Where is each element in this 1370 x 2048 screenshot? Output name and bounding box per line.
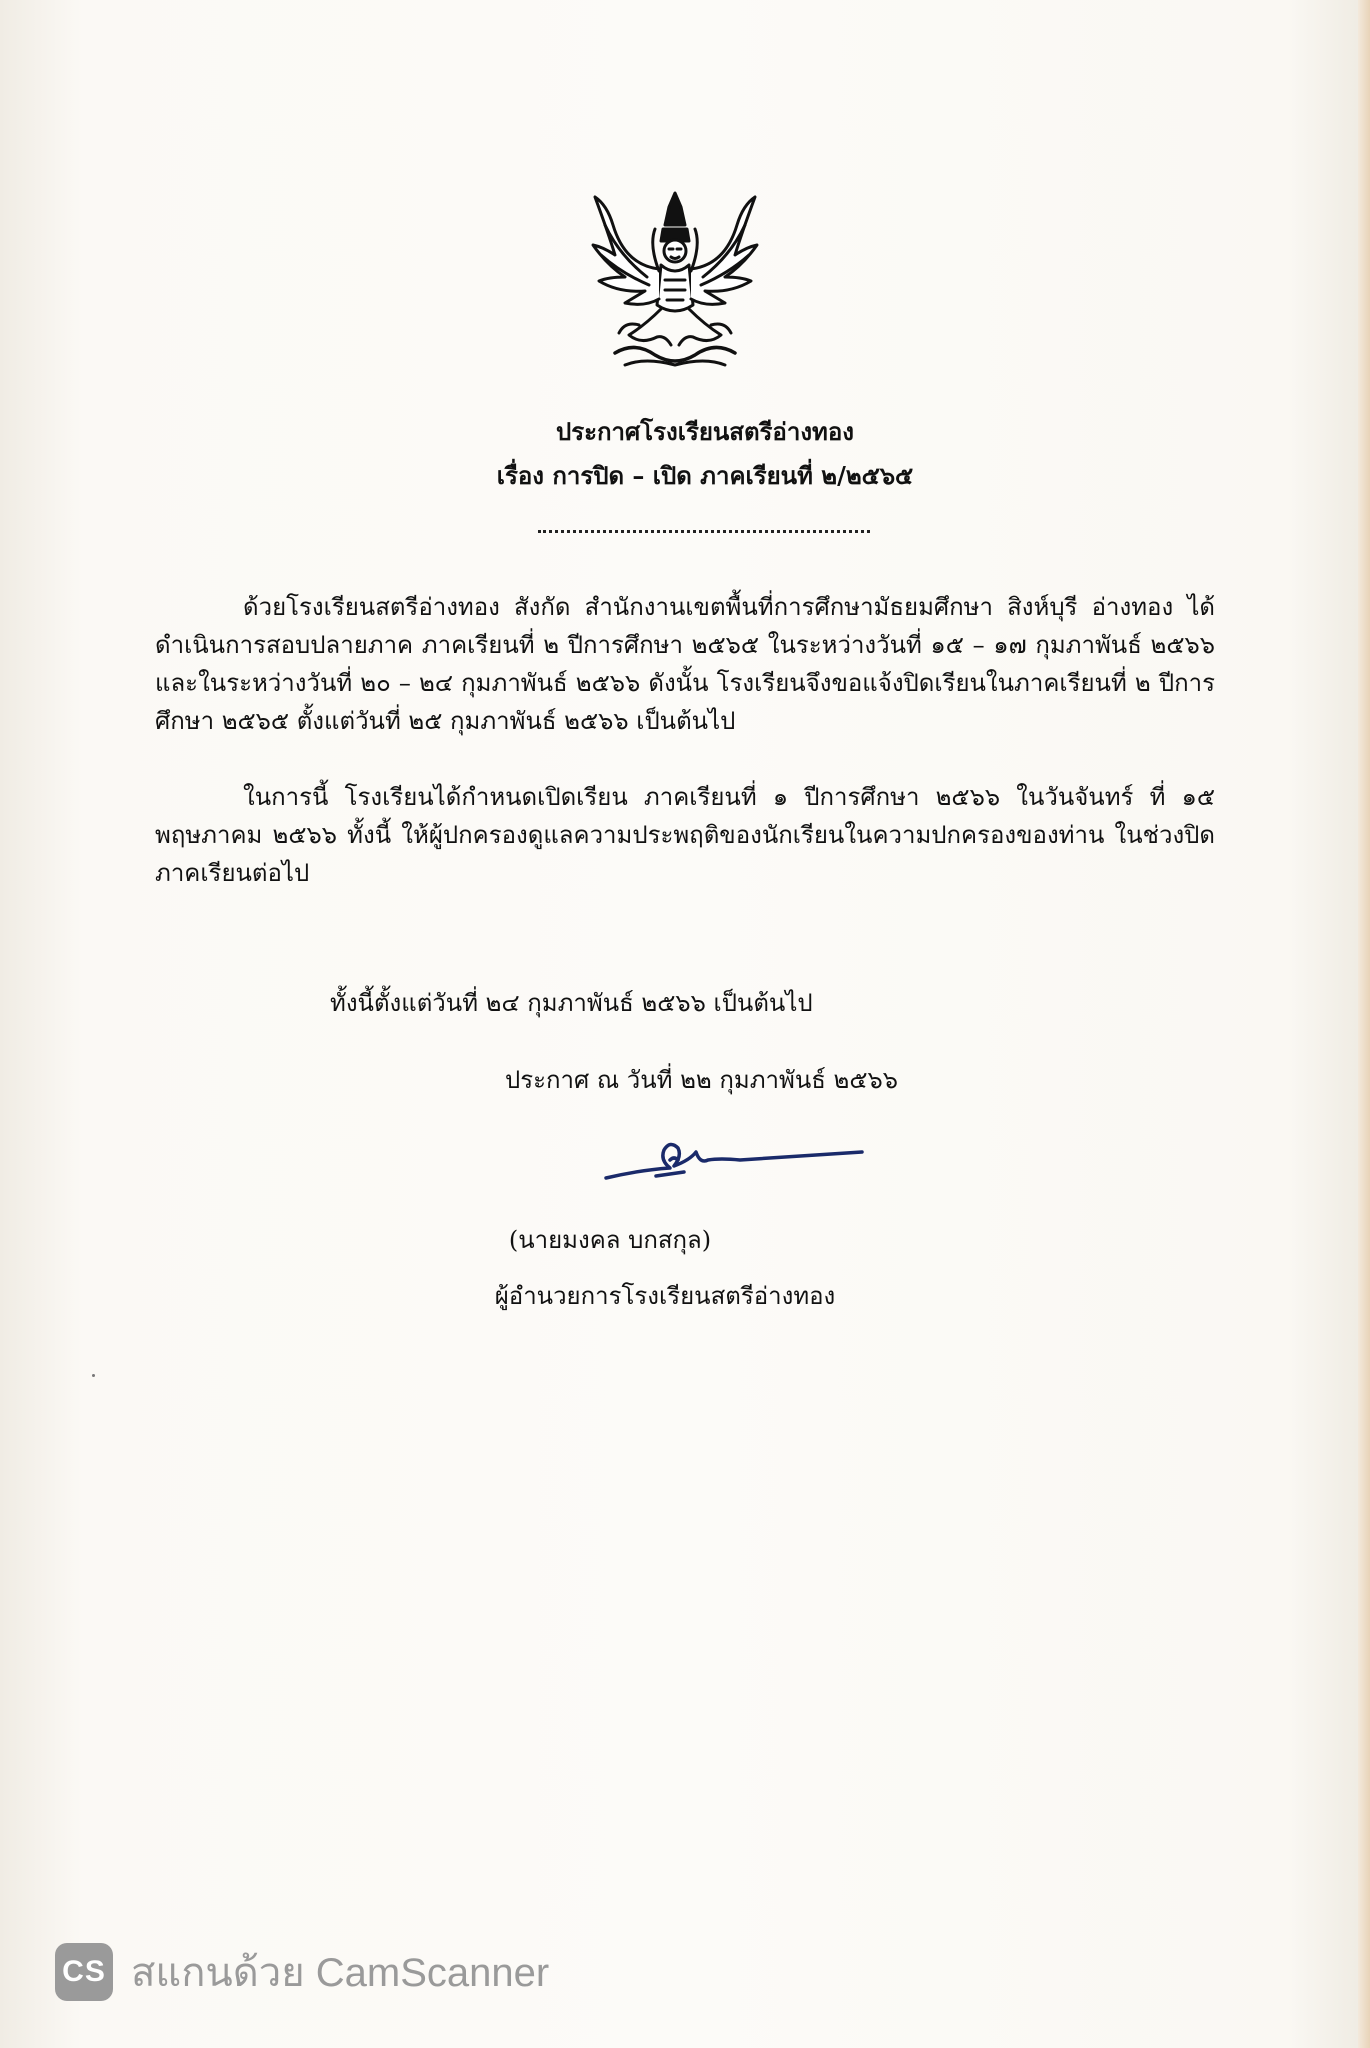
signer-title: ผู้อำนวยการโรงเรียนสตรีอ่างทอง (494, 1282, 836, 1310)
watermark-text: สแกนด้วย CamScanner (131, 1951, 550, 1995)
title-line-1: ประกาศโรงเรียนสตรีอ่างทอง (555, 417, 854, 446)
paper-edge (1358, 0, 1370, 2048)
scan-speck (92, 1374, 95, 1377)
camscanner-logo-icon: CS (55, 1943, 113, 2001)
announcement-body (155, 588, 1215, 930)
camscanner-watermark (55, 1942, 549, 2002)
paragraph-1: ด้วยโรงเรียนสตรีอ่างทอง สังกัด สำนักงานเขตพื้นที่การศึกษามัธยมศึกษา สิงห์บุรี อ่างทอง ได้ดำเนินการสอบปลายภาค ภาคเรียนที่ ๒ ปีการศึกษา ๒๕๖๕ ในระหว่างวันที่ ๑๕ – ๑๗ กุมภาพันธ์ ๒๕๖๖ และในระหว่างวันที่ ๒๐ – ๒๔ กุมภาพันธ์ ๒๕๖๖ ดังนั้น โรงเรียนจึงขอแจ้งปิดเรียนในภาคเรียนที่ ๒ ปีการศึกษา ๒๕๖๕ ตั้งแต่วันที่ ๒๕ กุมภาพันธ์ ๒๕๖๖ เป็นต้นไป (155, 593, 1215, 735)
effective-date: ทั้งนี้ตั้งแต่วันที่ ๒๔ กุมภาพันธ์ ๒๕๖๖ เป็นต้นไป (330, 989, 813, 1017)
garuda-emblem-icon (585, 185, 765, 375)
paragraph-2: ในการนี้ โรงเรียนได้กำหนดเปิดเรียน ภาคเรียนที่ ๑ ปีการศึกษา ๒๕๖๖ ในวันจันทร์ ที่ ๑๕ พฤษภาคม ๒๕๖๖ ทั้งนี้ ให้ผู้ปกครองดูแลความประพฤติของนักเรียนในความปกครองของท่าน ในช่วงปิดภาคเรียนต่อไป (155, 783, 1215, 887)
announcement-date: ประกาศ ณ วันที่ ๒๒ กุมภาพันธ์ ๒๕๖๖ (505, 1066, 898, 1094)
title-line-2: เรื่อง การปิด – เปิด ภาคเรียนที่ ๒/๒๕๖๕ (496, 461, 914, 490)
title-divider (538, 530, 870, 533)
document-title (0, 410, 1370, 498)
signature-icon (600, 1130, 870, 1190)
signer-name: (นายมงคล บกสกุล) (508, 1226, 712, 1254)
